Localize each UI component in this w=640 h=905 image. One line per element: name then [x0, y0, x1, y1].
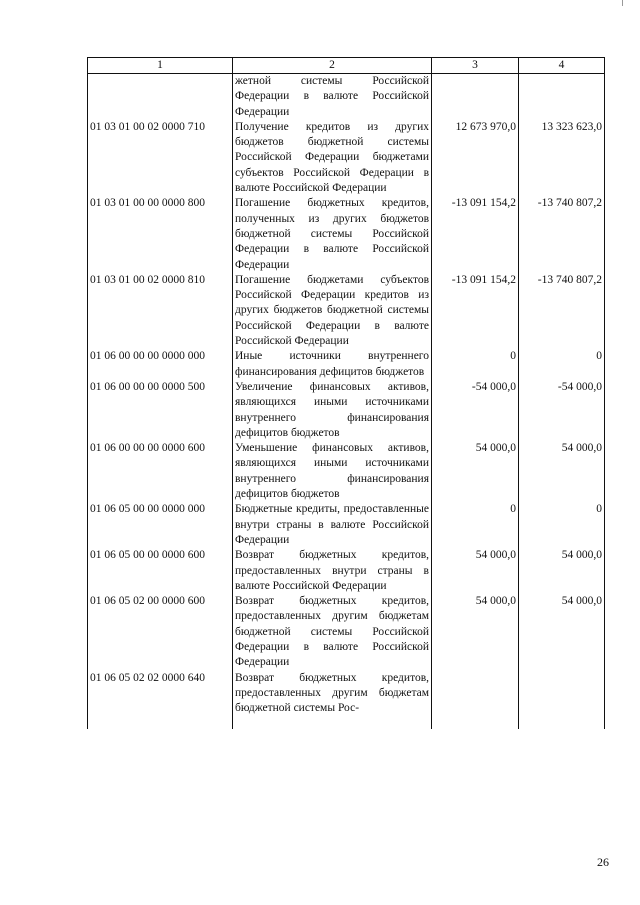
row-name: жетной системы Российской Федерации в валюте Российской Федерации	[233, 74, 432, 120]
row-code: 01 03 01 00 00 0000 800	[88, 196, 233, 272]
row-value-col3: 54 000,0	[432, 594, 519, 670]
row-value-col4: 54 000,0	[519, 441, 605, 502]
row-value-col4: -54 000,0	[519, 380, 605, 441]
row-name: Погашение бюджетами субъектов Российской Федерации кредитов из других бюджетов бюджетной системы Российской Федерации в валюте Российской Федерации	[233, 273, 432, 349]
row-value-col4: 0	[519, 349, 605, 380]
row-value-col4: -13 740 807,2	[519, 273, 605, 349]
row-name: Увеличение финансовых активов, являющихся иными источниками внутреннего финансирования дефицитов бюджетов	[233, 380, 432, 441]
row-name: Возврат бюджетных кредитов, предоставленных другим бюджетам бюджетной системы Российской Федерации в валюте Российской Федерации	[233, 594, 432, 670]
row-value-col3: 54 000,0	[432, 441, 519, 502]
row-name: Уменьшение финансовых активов, являющихся иными источниками внутреннего финансирования дефицитов бюджетов	[233, 441, 432, 502]
row-value-col4	[519, 74, 605, 120]
row-code: 01 03 01 00 02 0000 710	[88, 120, 233, 196]
row-value-col3: 0	[432, 502, 519, 548]
header-col-4: 4	[519, 58, 605, 74]
scan-edge-mark	[622, 0, 623, 6]
row-value-col3: 54 000,0	[432, 548, 519, 594]
row-code: 01 06 00 00 00 0000 000	[88, 349, 233, 380]
budget-sources-table	[87, 57, 605, 729]
row-value-col3: -13 091 154,2	[432, 273, 519, 349]
row-value-col4: -13 740 807,2	[519, 196, 605, 272]
row-code: 01 06 05 00 00 0000 000	[88, 502, 233, 548]
row-code: 01 06 00 00 00 0000 600	[88, 441, 233, 502]
header-col-1: 1	[88, 58, 233, 74]
table-row	[88, 196, 605, 272]
row-name: Погашение бюджетных кредитов, полученных из других бюджетов бюджетной системы Российской Федерации в валюте Российской Федерации	[233, 196, 432, 272]
row-code: 01 06 05 02 00 0000 600	[88, 594, 233, 670]
row-code: 01 06 05 02 02 0000 640	[88, 671, 233, 729]
row-value-col3: 0	[432, 349, 519, 380]
row-value-col4	[519, 671, 605, 729]
table-row	[88, 502, 605, 548]
row-name: Бюджетные кредиты, предоставленные внутри страны в валюте Российской Федерации	[233, 502, 432, 548]
table-row	[88, 548, 605, 594]
row-value-col4: 54 000,0	[519, 594, 605, 670]
row-name: Получение кредитов из других бюджетов бюджетной системы Российской Федерации бюджетами субъектов Российской Федерации в валюте Российской Федерации	[233, 120, 432, 196]
row-code: 01 06 05 00 00 0000 600	[88, 548, 233, 594]
row-value-col4: 13 323 623,0	[519, 120, 605, 196]
table-row	[88, 594, 605, 670]
header-col-2: 2	[233, 58, 432, 74]
table-row	[88, 120, 605, 196]
table-row	[88, 441, 605, 502]
row-name: Возврат бюджетных кредитов, предоставленных внутри страны в валюте Российской Федерации	[233, 548, 432, 594]
table-row	[88, 273, 605, 349]
row-value-col3: 12 673 970,0	[432, 120, 519, 196]
row-name: Возврат бюджетных кредитов, предоставленных другим бюджетам бюджетной системы Рос-	[233, 671, 432, 729]
row-code	[88, 74, 233, 120]
row-value-col4: 0	[519, 502, 605, 548]
row-value-col3	[432, 671, 519, 729]
table-header-row	[88, 58, 605, 74]
header-col-3: 3	[432, 58, 519, 74]
row-code: 01 06 00 00 00 0000 500	[88, 380, 233, 441]
row-value-col3: -13 091 154,2	[432, 196, 519, 272]
table-row	[88, 671, 605, 729]
page-number: 26	[597, 855, 609, 869]
row-name: Иные источники внутреннего финансирования дефицитов бюджетов	[233, 349, 432, 380]
table-row	[88, 380, 605, 441]
table-row	[88, 74, 605, 120]
row-code: 01 03 01 00 02 0000 810	[88, 273, 233, 349]
row-value-col3: -54 000,0	[432, 380, 519, 441]
table-row	[88, 349, 605, 380]
row-value-col3	[432, 74, 519, 120]
row-value-col4: 54 000,0	[519, 548, 605, 594]
